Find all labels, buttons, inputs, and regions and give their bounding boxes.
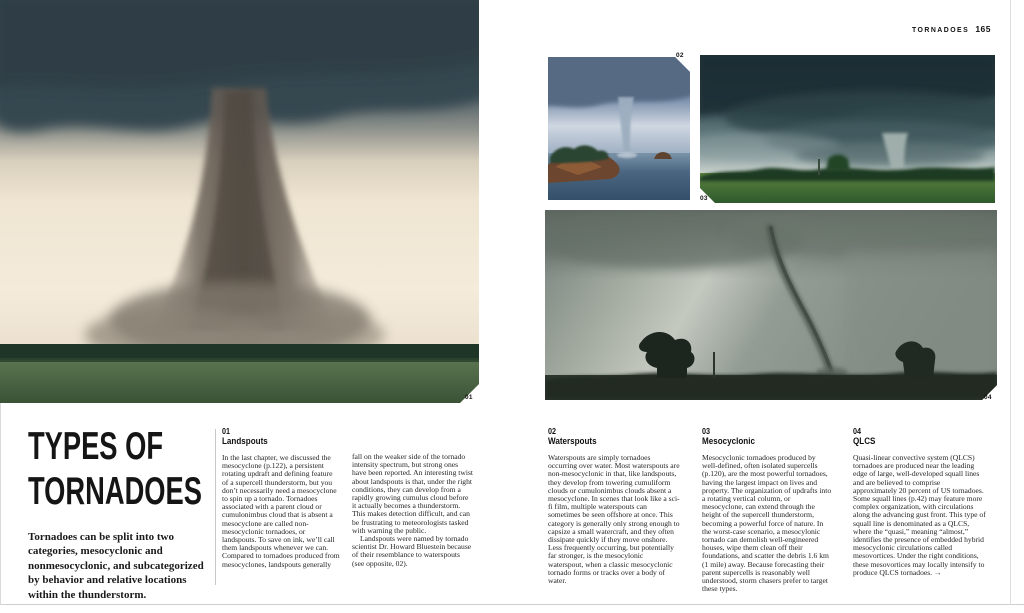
paragraph: Landspouts were named by tornado scientist Dr. Howard Bluestein because of their resemblance to waterspouts (see opposite, 02). (352, 534, 472, 568)
column-qlcs (853, 427, 986, 577)
paragraph: Waterspouts are simply tornadoes occurring over water. Most waterspouts are non-mesocyclonic in that, like landspouts, they develop from towering cumuliform clouds or cumulonimbus clouds absent a mesocyclone. In scenes that look like a sci-fi film, multiple waterspouts can sometimes be seen offshore at once. This category is generally only strong enough to capsize a small watercraft, and they often dissipate quickly if they move onshore. Less frequently occurring, but potentially far stronger, is the mesocylonic waterspout, when a classic mesocyclonic tornado forms or tracks over a body of water. (548, 453, 680, 586)
column-body (222, 454, 340, 569)
column-mesocyclonic (702, 427, 833, 593)
column-body (702, 454, 833, 593)
column-heading: Waterspouts (548, 436, 597, 447)
figure-01-photo (0, 0, 479, 403)
figure-03-photo (700, 55, 995, 203)
page-bottom-edge (0, 604, 1024, 605)
column-number: 02 (548, 426, 557, 436)
figure-02-photo (548, 57, 690, 200)
paragraph: Mesocyclonic tornadoes produced by well-defined, often isolated supercells (p.120), are the most powerful tornadoes, having the largest impact on lives and property. The organization of updrafts into a rotating vertical column, or mesocyclone, can extend through the height of the supercell thunderstorm, becoming a powerful force of nature. In the worst-case scenario, a mesocylonic tornado can demolish well-engineered houses, wipe them clean off their foundations, and scatter the debris 1.6 km (1 mile) away. Because forecasting their parent supercells is reasonably well understood, storm chasers prefer to target these types. (702, 453, 832, 594)
page-title-line1: TYPES OF (28, 425, 164, 468)
figure-04-label: 04 (984, 394, 992, 401)
column-heading: QLCS (853, 436, 876, 447)
column-divider-rule (215, 429, 216, 585)
column-number: 01 (222, 426, 231, 436)
paragraph: fall on the weaker side of the tornado intensity spectrum, but strong ones have been reported. An interesting twist about landspouts is that, under the right conditions, they can develop from a rapidly growing cumulus cloud before it actually becomes a thunderstorm. This makes detection difficult, and can be frustrating to meteorologists tasked with warning the public. (352, 452, 474, 535)
figure-01-label: 01 (465, 394, 473, 401)
chapter-label: TORNADOES (912, 25, 970, 34)
page-right-edge (1010, 0, 1011, 605)
paragraph: In the last chapter, we discussed the mesocyclone (p.122), a persistent rotating updraft and defining feature of a supercell thunderstorm, but you don’t necessarily need a mesocyclone to spin up a tornado. Tornadoes associated with a parent cloud or cumulonimbus cloud that is absent a mesocyclone are called non-mesocyclonic tornadoes, or landspouts. To save on ink, we’ll call them landspouts whenever we can. Compared to tornadoes produced from mesocyclones, landspouts generally (222, 453, 340, 569)
page-number: 165 (975, 24, 991, 34)
page-title-line2: TORNADOES (28, 470, 202, 513)
column-waterspouts (548, 427, 680, 585)
column-landspouts (222, 427, 340, 569)
figure-03-label: 03 (700, 195, 708, 202)
page-title (28, 424, 228, 514)
running-head (907, 24, 991, 34)
column-number: 04 (853, 426, 862, 436)
column-body (853, 454, 986, 577)
column-heading: Landspouts (222, 436, 268, 447)
figure-02-label: 02 (676, 52, 684, 59)
intro-paragraph: Tornadoes can be split into two categories, mesocyclonic and nonmesocyclonic, and subcategorized by behavior and relative locations within the thunderstorm. (28, 531, 204, 601)
column-body (352, 453, 474, 568)
column-number: 03 (702, 426, 711, 436)
figure-04-photo (545, 210, 997, 400)
column-heading: Mesocyclonic (702, 436, 755, 447)
column-body (548, 454, 680, 585)
column-landspouts-continued (352, 427, 474, 568)
paragraph: Quasi-linear convective system (QLCS) tornadoes are produced near the leading edge of large, well-developed squall lines and are believed to comprise approximately 20 percent of US tornadoes. Some squall lines (p.42) may feature more complex organization, with circulations along the advancing gust front. This type of squall line is denominated as a QLCS, where the “quasi,” meaning “almost,” identifies the presence of embedded hybrid mesocyclonic circulations called mesovortices. Under the right conditions, these mesovortices may locally intensify to produce QLCS tornadoes. → (853, 453, 986, 577)
